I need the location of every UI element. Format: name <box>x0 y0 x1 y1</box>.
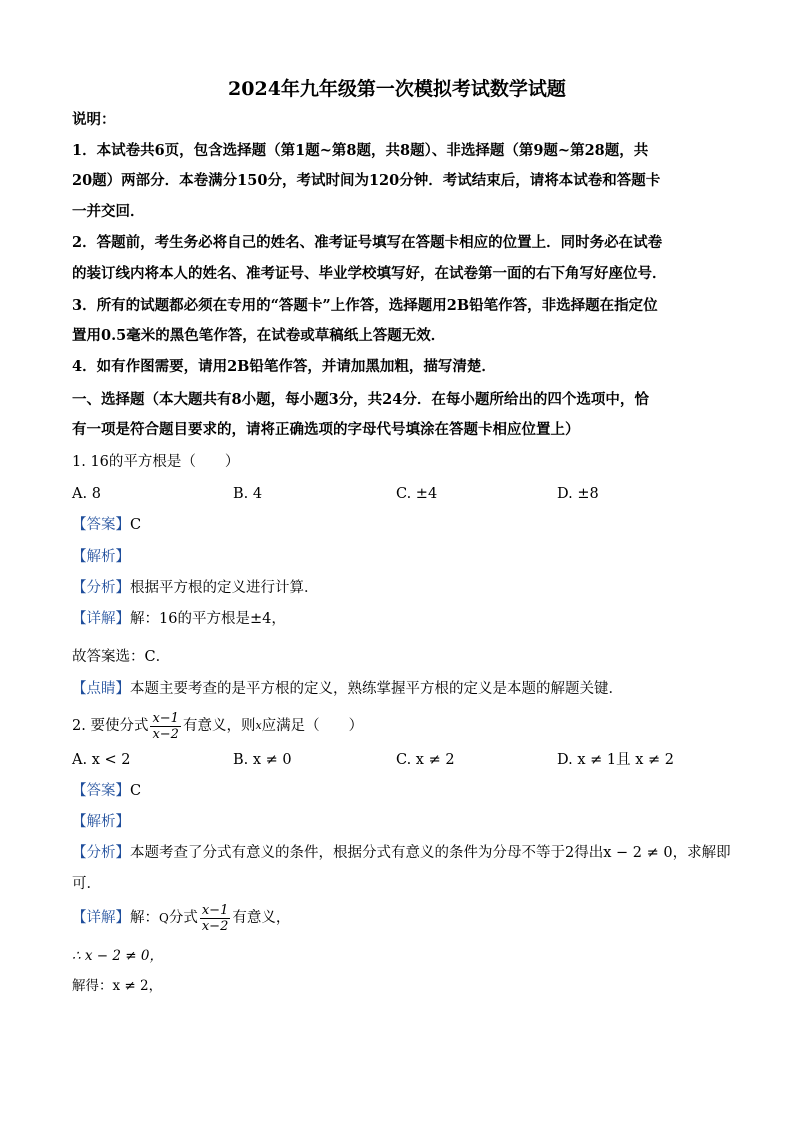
analysis-tag: 【解析】 <box>72 814 130 830</box>
note-line: 的装订线内将本人的姓名、准考证号、毕业学校填写好，在试卷第一面的右下角写好座位号． <box>72 265 667 282</box>
section-heading: 一、选择题（本大题共有8小题，每小题3分，共24分．在每小题所给出的四个选项中，恰 <box>72 391 649 408</box>
q2-fenxi <box>72 843 731 863</box>
answer-tag: 【答案】 <box>72 783 130 799</box>
q2-detail <box>72 900 290 936</box>
note-line: 4．如有作图需要，请用2B铅笔作答，并请加黑加粗，描写清楚． <box>72 358 496 375</box>
q2-step-1: ∴ x − 2 ≠ 0， <box>72 948 163 964</box>
stem-text: 应满足（ ） <box>261 718 364 734</box>
detail-text: 分式 <box>168 910 198 926</box>
note-line: 一并交回． <box>72 203 145 220</box>
note-line: 3．所有的试题都必须在专用的“答题卡”上作答，选择题用2B铅笔作答，非选择题在指定位 <box>72 297 658 314</box>
q1-fenxi <box>72 578 319 598</box>
page-title: 2024年九年级第一次模拟考试数学试题 <box>228 78 566 100</box>
answer-tag: 【答案】 <box>72 517 130 533</box>
notes-label: 说明： <box>72 111 116 128</box>
section-heading: 有一项是符合题目要求的，请将正确选项的字母代号填涂在答题卡相应位置上） <box>72 421 580 438</box>
because-symbol: Q <box>159 911 169 925</box>
detail-tag: 【详解】 <box>72 611 130 627</box>
q1-option-b: B. 4 <box>233 486 263 502</box>
stem-text: 2. 要使分式 <box>72 718 149 734</box>
q2-answer <box>72 781 141 801</box>
fraction-numerator: x−1 <box>152 710 179 726</box>
fraction-denominator: x−2 <box>201 918 229 934</box>
note-line: 20题）两部分．本卷满分150分，考试时间为120分钟．考试结束后，请将本试卷和答题卡 <box>72 172 661 189</box>
fenxi-text: 本题考查了分式有意义的条件，根据分式有意义的条件为分母不等于2得出x − 2 ≠ 0，求解即 <box>130 845 731 861</box>
comment-text: 本题主要考查的是平方根的定义，熟练掌握平方根的定义是本题的解题关键． <box>130 681 623 697</box>
note-line: 置用0.5毫米的黑色笔作答，在试卷或草稿纸上答题无效． <box>72 327 446 344</box>
variable-x: x <box>255 719 262 732</box>
q2-step-2: 解得：x ≠ 2， <box>72 978 163 994</box>
fraction-denominator: x−2 <box>152 726 179 742</box>
q1-option-a: A. 8 <box>72 486 101 502</box>
q1-comment <box>72 679 623 699</box>
question-1-stem: 1. 16的平方根是（ ） <box>72 454 240 470</box>
detail-text: 有意义， <box>232 910 291 926</box>
detail-tag: 【详解】 <box>72 910 130 926</box>
comment-tag: 【点睛】 <box>72 681 130 697</box>
q1-detail <box>72 609 286 629</box>
fenxi-text: 根据平方根的定义进行计算． <box>130 580 319 596</box>
q1-analysis <box>72 547 130 567</box>
fraction <box>150 711 181 742</box>
q1-answer <box>72 515 141 535</box>
answer-value: C <box>130 783 142 799</box>
note-line: 1．本试卷共6页，包含选择题（第1题~第8题，共8题）、非选择题（第9题~第28题，共 <box>72 142 649 159</box>
question-2-stem <box>72 708 363 744</box>
q2-option-b: B. x ≠ 0 <box>233 752 292 768</box>
answer-value: C <box>130 517 142 533</box>
q2-option-d: D. x ≠ 1且 x ≠ 2 <box>557 752 674 768</box>
q2-fenxi-cont: 可． <box>72 876 101 892</box>
detail-text: 解： <box>130 910 159 926</box>
detail-text: 解：16的平方根是±4， <box>130 611 286 627</box>
q2-option-a: A. x < 2 <box>72 752 131 768</box>
q1-option-c: C. ±4 <box>396 486 438 502</box>
q1-conclusion: 故答案选：C． <box>72 649 171 665</box>
fraction-numerator: x−1 <box>201 902 229 918</box>
stem-text: 有意义，则 <box>182 718 256 734</box>
note-line: 2．答题前，考生务必将自己的姓名、准考证号填写在答题卡相应的位置上．同时务必在试卷 <box>72 234 663 251</box>
q1-option-d: D. ±8 <box>557 486 599 502</box>
q2-analysis <box>72 812 130 832</box>
fenxi-tag: 【分析】 <box>72 580 130 596</box>
analysis-tag: 【解析】 <box>72 549 130 565</box>
fraction <box>200 903 231 934</box>
fenxi-tag: 【分析】 <box>72 845 130 861</box>
q2-option-c: C. x ≠ 2 <box>396 752 455 768</box>
